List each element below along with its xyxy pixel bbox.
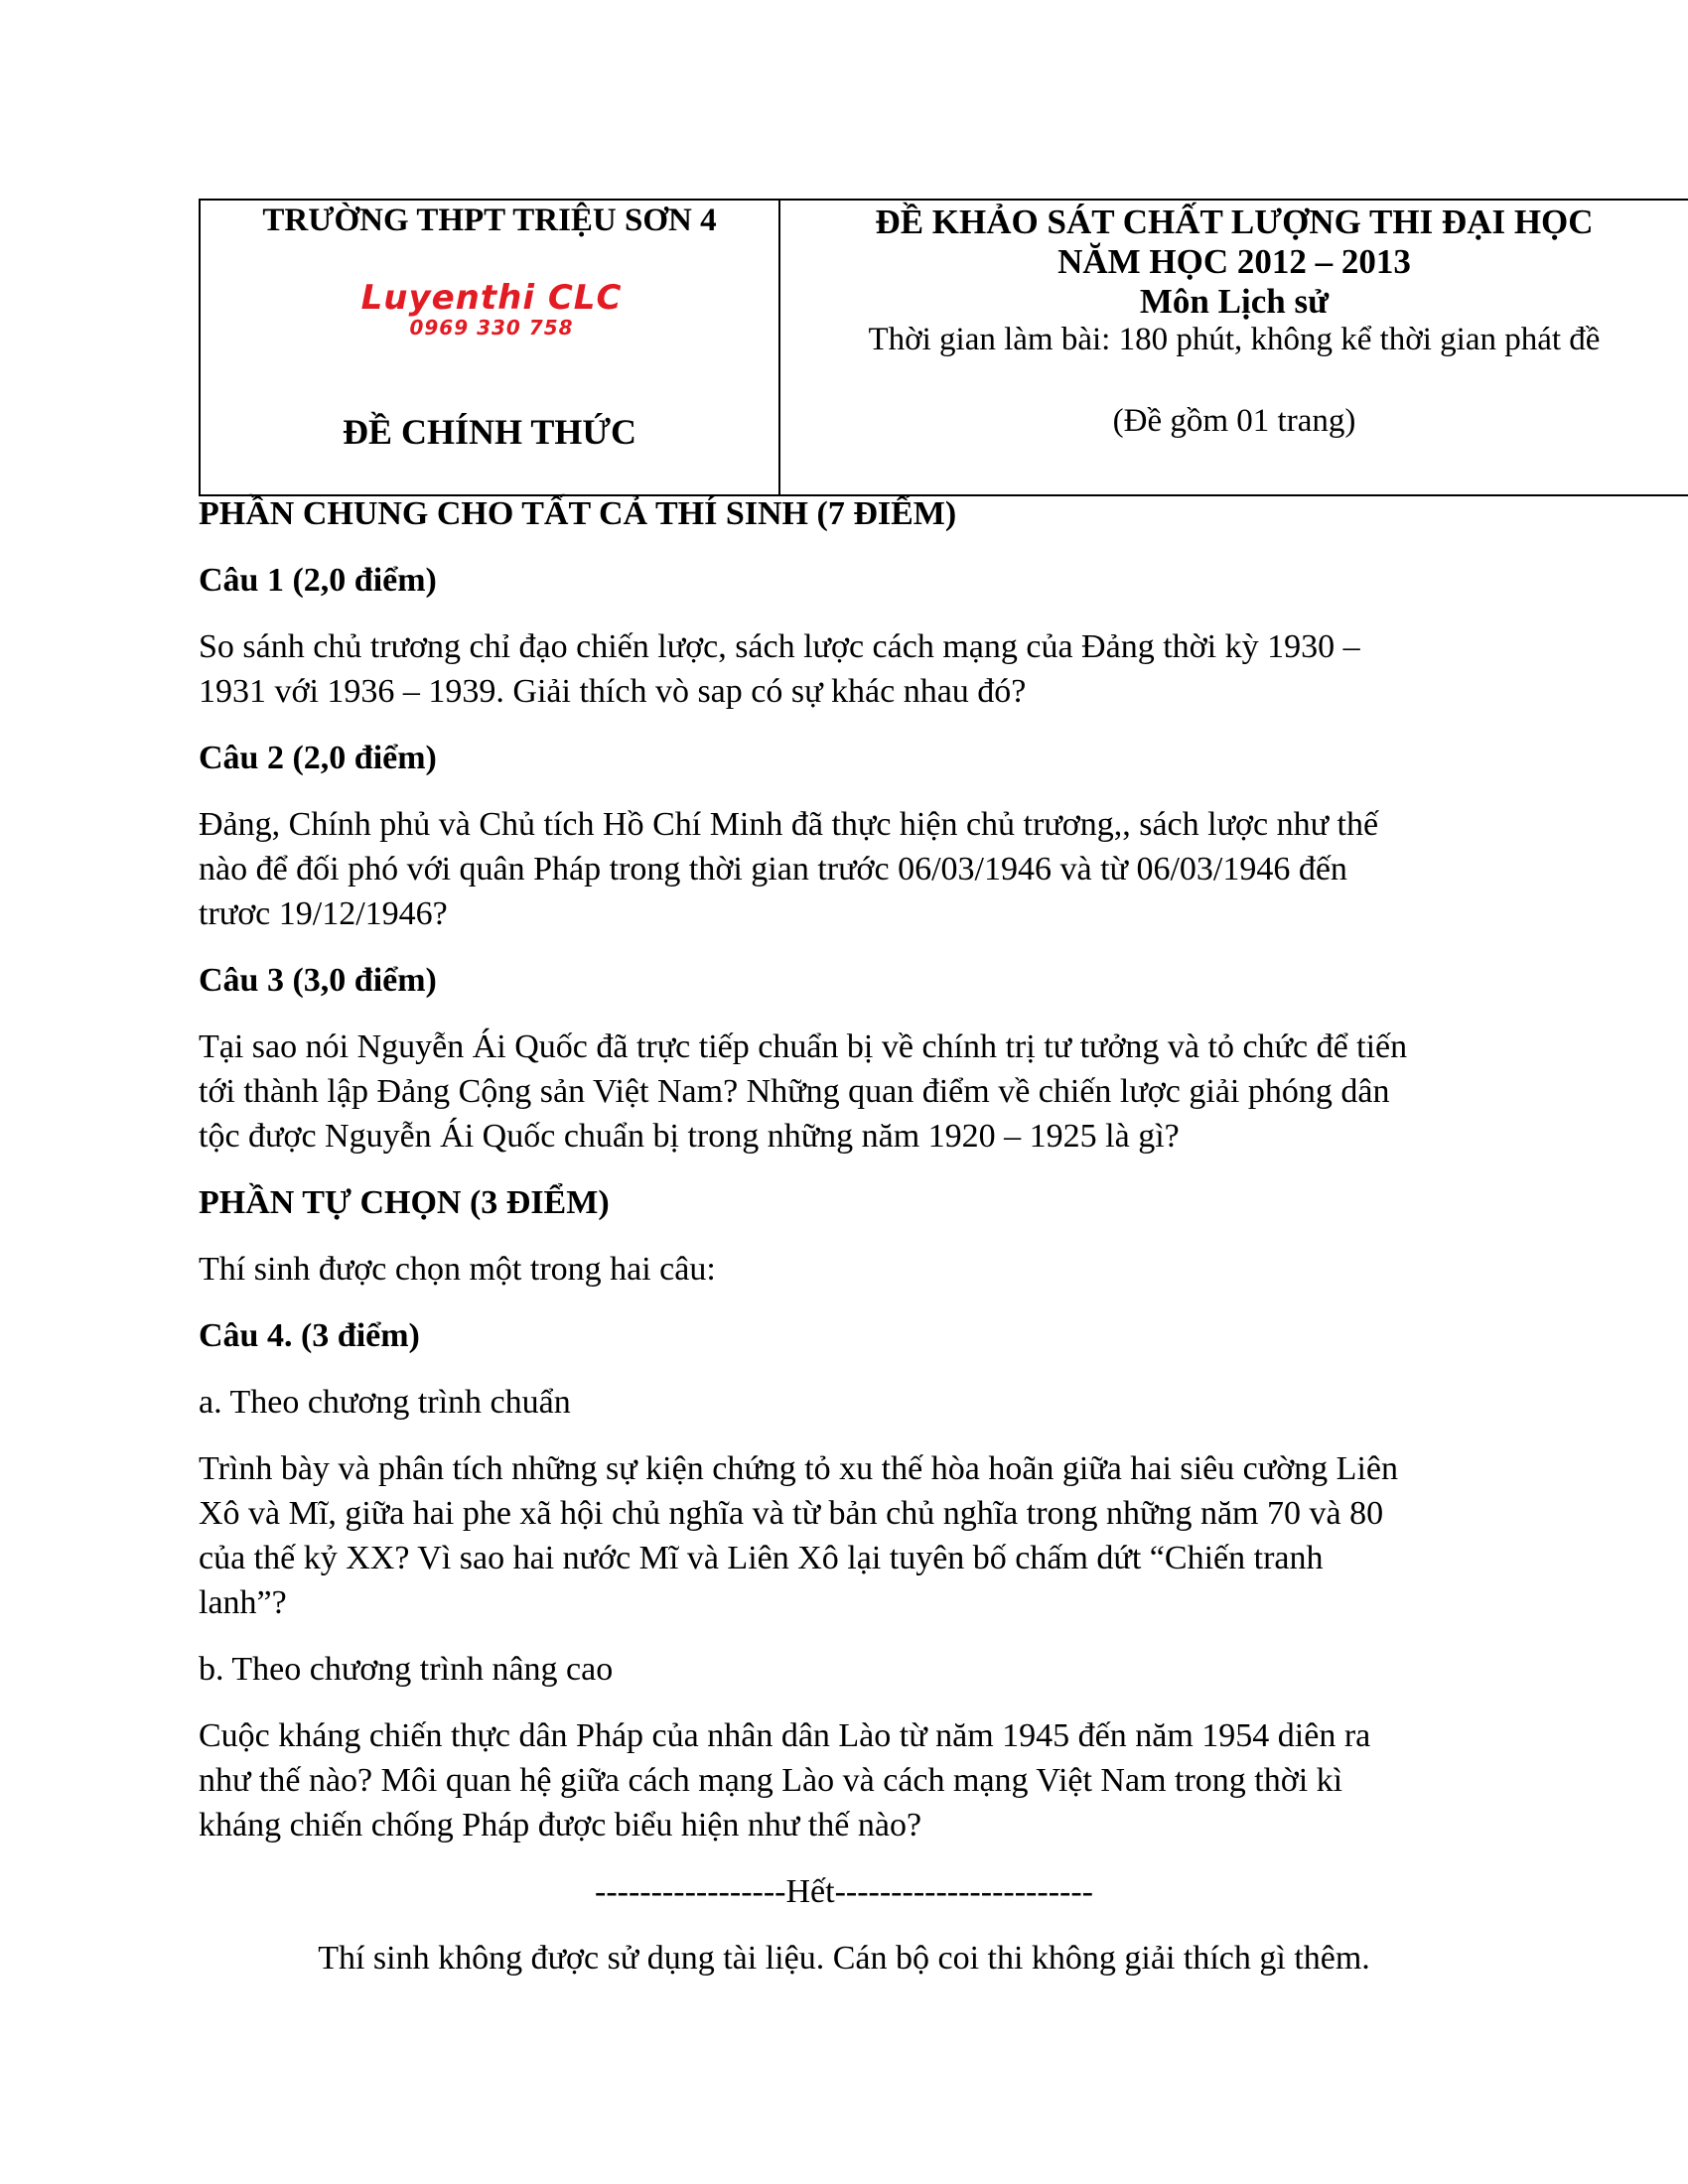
q4-b-line-2: như thế nào? Môi quan hệ giữa cách mạng Lào và cách mạng Việt Nam trong thời kì [199, 1762, 1343, 1799]
q4-a-line-1: Trình bày và phân tích những sự kiện chứng tỏ xu thế hòa hoãn giữa hai siêu cường Liên [199, 1450, 1398, 1487]
school-name: TRƯỜNG THPT TRIỆU SƠN 4 [262, 203, 717, 238]
q3-line-1: Tại sao nói Nguyễn Ái Quốc đã trực tiếp chuẩn bị về chính trị tư tưởng và tỏ chức để tiến [199, 1028, 1408, 1065]
logo-brand: Luyenthi CLC [360, 278, 623, 318]
header-left-cell [201, 201, 780, 494]
header-right-cell [780, 201, 1688, 494]
exam-duration: Thời gian làm bài: 180 phút, không kể thời gian phát đề [868, 322, 1601, 357]
q4-b-line-1: Cuộc kháng chiến thực dân Pháp của nhân dân Lào từ năm 1945 đến năm 1954 diên ra [199, 1717, 1371, 1754]
q4-a-line-3: của thế kỷ XX? Vì sao hai nước Mĩ và Liên Xô lại tuyên bố chấm dứt “Chiến tranh [199, 1540, 1324, 1576]
q4-heading: Câu 4. (3 điểm) [199, 1317, 420, 1354]
exam-subject: Môn Lịch sử [1139, 282, 1330, 321]
q3-line-2: tới thành lập Đảng Cộng sản Việt Nam? Những quan điểm về chiến lược giải phóng dân [199, 1073, 1390, 1110]
q4-b-line-3: kháng chiến chống Pháp được biểu hiện như thế nào? [199, 1807, 922, 1843]
pages-note: (Đề gồm 01 trang) [1112, 403, 1356, 439]
q2-line-1: Đảng, Chính phủ và Chủ tích Hồ Chí Minh đã thực hiện chủ trương,, sách lược như thế [199, 806, 1379, 843]
q2-line-2: nào để đối phó với quân Pháp trong thời gian trước 06/03/1946 và từ 06/03/1946 đến [199, 851, 1347, 887]
logo-phone: 0969 330 758 [409, 316, 574, 340]
q3-line-3: tộc được Nguyễn Ái Quốc chuẩn bị trong những năm 1920 – 1925 là gì? [199, 1118, 1180, 1155]
section-common-title: PHẦN CHUNG CHO TẤT CẢ THÍ SINH (7 ĐIỂM) [199, 495, 957, 532]
q1-line-2: 1931 với 1936 – 1939. Giải thích vò sap có sự khác nhau đó? [199, 673, 1027, 710]
exam-title-line2: NĂM HỌC 2012 – 2013 [1057, 242, 1411, 281]
q2-heading: Câu 2 (2,0 điểm) [199, 740, 437, 776]
footer-note: Thí sinh không được sử dụng tài liệu. Cán bộ coi thi không giải thích gì thêm. [318, 1940, 1370, 1977]
section-optional-title: PHẦN TỰ CHỌN (3 ĐIỂM) [199, 1184, 610, 1221]
official-label: ĐỀ CHÍNH THỨC [342, 412, 637, 452]
q1-line-1: So sánh chủ trương chỉ đạo chiến lược, sách lược cách mạng của Đảng thời kỳ 1930 – [199, 628, 1360, 665]
end-marker: -----------------Hết----------------------- [595, 1873, 1093, 1910]
q3-heading: Câu 3 (3,0 điểm) [199, 962, 437, 999]
header-table [199, 199, 1688, 496]
q1-heading: Câu 1 (2,0 điểm) [199, 562, 437, 599]
luyenthi-logo [328, 278, 655, 347]
q4-a-line-2: Xô và Mĩ, giữa hai phe xã hội chủ nghĩa và từ bản chủ nghĩa trong những năm 70 và 80 [199, 1495, 1384, 1532]
q2-line-3: trươc 19/12/1946? [199, 895, 448, 932]
q4-a-line-4: lanh”? [199, 1584, 287, 1621]
optional-instruction: Thí sinh được chọn một trong hai câu: [199, 1251, 716, 1288]
q4-a-label: a. Theo chương trình chuẩn [199, 1384, 571, 1421]
exam-title-line1: ĐỀ KHẢO SÁT CHẤT LƯỢNG THI ĐẠI HỌC [875, 203, 1594, 241]
q4-b-label: b. Theo chương trình nâng cao [199, 1651, 614, 1688]
